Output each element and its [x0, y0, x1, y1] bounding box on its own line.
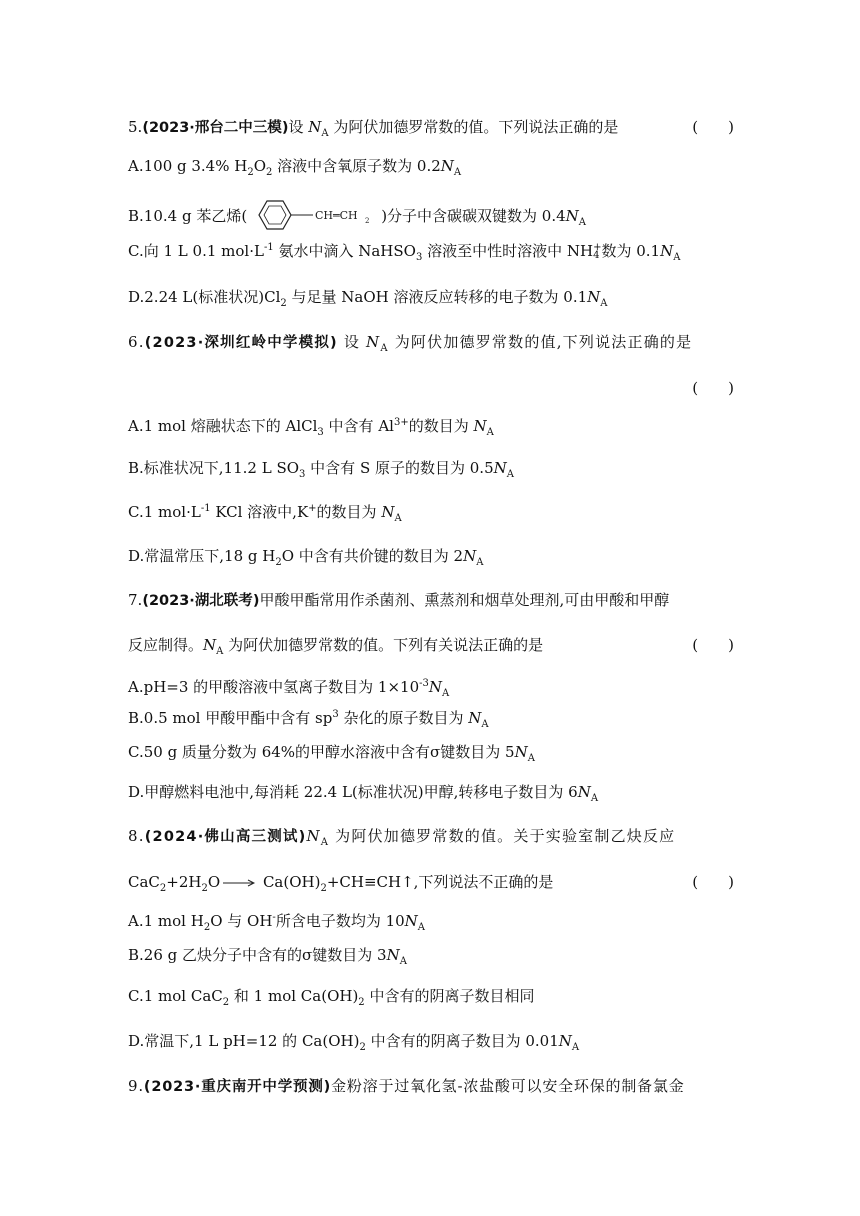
q8-option-b: B.26 g 乙炔分子中含有的σ键数目为 $3N_A$	[128, 946, 407, 967]
q8-source: (2024·佛山高三测试)	[144, 829, 307, 845]
q8-option-c: C.1 mol CaC$_2$ 和 1 mol $Ca(OH)_2$ 中含有的阴离子数目相同	[128, 987, 535, 1008]
q5-option-c: C.向 1 L 0.1 $mol\cdot L^{-1}$ 氨水中滴入 NaHSO$_3$ 溶液至中性时溶液中 NH + 4 数为 $0.1N_A$	[128, 242, 681, 263]
q8-option-a: A.1 mol $H_2O$ 与 OH-所含电子数均为 $10N_A$	[128, 912, 426, 933]
q6-option-a: A.1 mol 熔融状态下的 AlCl$_3$ 中含有 $Al^{3+}$的数目为 $N_A$	[128, 417, 494, 438]
q5-option-b: B.10.4 g 苯乙烯( CH═CH 2 )分子中含碳碳双键数为 $0.4N_A$	[128, 196, 734, 237]
answer-paren: ( )	[692, 118, 734, 136]
q7-option-d: D.甲醇燃料电池中,每消耗 22.4 L(标准状况)甲醇,转移电子数目为 $6N_A$	[128, 783, 599, 804]
styrene-sub: 2	[365, 217, 370, 225]
q6-stem: 6.(2023·深圳红岭中学模拟) 设 $N_A$ 为阿伏加德罗常数的值,下列说法正确的是	[128, 333, 693, 354]
q5-option-d: D.2.24 L(标准状况)$Cl_2$ 与足量 NaOH 溶液反应转移的电子数为 $0.1N_A$	[128, 288, 608, 309]
styrene-structure	[249, 197, 379, 237]
q8-stem: 8.(2024·佛山高三测试)$N_A$ 为阿伏加德罗常数的值。关于实验室制乙炔反应	[128, 827, 676, 848]
q6-option-d: D.常温常压下,18 g $H_2O$ 中含有共价键的数目为 $2N_A$	[128, 547, 484, 568]
q8-option-d: D.常温下,1 L pH=12 的 $Ca(OH)_2$ 中含有的阴离子数目为 $0.01N_A$	[128, 1032, 580, 1053]
answer-paren: ( )	[692, 379, 734, 397]
q5-stem: 5.(2023·邢台二中三模)设 $N_A$ 为阿伏加德罗常数的值。下列说法正确的是 ( )	[128, 118, 734, 139]
answer-paren: ( )	[692, 636, 734, 654]
q9-stem: 9.(2023·重庆南开中学预测)金粉溶于过氧化氢-浓盐酸可以安全环保的制备氯金	[128, 1077, 685, 1095]
q7-option-c: C.50 g 质量分数为 64%的甲醇水溶液中含有σ键数目为 $5N_A$	[128, 743, 535, 764]
q6-option-b: B.标准状况下,11.2 L $SO_3$ 中含有 S 原子的数目为 $0.5N_A$	[128, 459, 514, 480]
q6-source: (2023·深圳红岭中学模拟)	[144, 335, 338, 351]
reaction-arrow-icon	[222, 878, 256, 888]
answer-paren: ( )	[692, 873, 734, 891]
styrene-chain: CH═CH	[315, 209, 358, 222]
q7-stem: 7.(2023·湖北联考)甲酸甲酯常用作杀菌剂、熏蒸剂和烟草处理剂,可由甲酸和甲醇	[128, 591, 670, 609]
q5-option-a: A.100 g 3.4% $H_2O_2$ 溶液中含氧原子数为 $0.2N_A$	[128, 157, 462, 178]
q7-option-a: A.pH=3 的甲酸溶液中氢离子数目为 $1\times 10^{-3}N_A$	[128, 678, 450, 699]
q8-equation: $CaC_2+2H_2O$ $Ca(OH)_2+CH\equiv CH↑$,下列说法不正确的是 ( )	[128, 873, 734, 894]
q9-source: (2023·重庆南开中学预测)	[143, 1079, 332, 1095]
q6-option-c: C.1 $mol\cdot L^{-1}$ KCl 溶液中,K+的数目为 $N_A$	[128, 503, 402, 524]
q5-source: (2023·邢台二中三模)	[142, 120, 289, 136]
q7-source: (2023·湖北联考)	[142, 593, 260, 609]
q7-option-b: B.0.5 mol 甲酸甲酯中含有 $sp^3$ 杂化的原子数目为 $N_A$	[128, 709, 489, 730]
q7-stem-cont: 反应制得。$N_A$ 为阿伏加德罗常数的值。下列有关说法正确的是 ( )	[128, 636, 734, 657]
